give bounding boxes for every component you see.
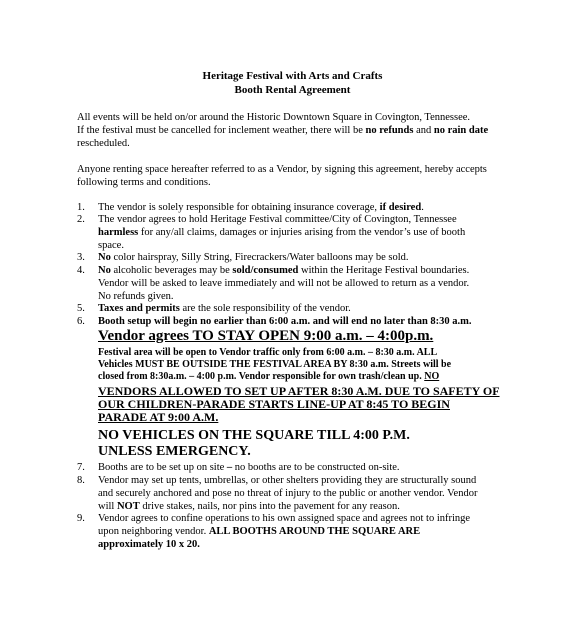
item-6-line-1: Booth setup will begin no earlier than 6:00 a.m. and will end no later than 8:30 a.m.	[98, 316, 472, 327]
item-number-2: 2.	[77, 214, 85, 225]
item-3: No color hairspray, Silly String, Firecrackers/Water balloons may be sold.	[98, 252, 409, 263]
item-6-caps-line-2: OUR CHILDREN-PARADE STARTS LINE-UP AT 8:45 TO BEGIN	[98, 397, 450, 411]
item-4-line-1: No alcoholic beverages may be sold/consumed within the Heritage Festival boundaries.	[98, 265, 470, 276]
item-number-1: 1.	[77, 202, 85, 213]
item-2-line-3: space.	[98, 240, 124, 251]
item-number-5: 5.	[77, 303, 85, 314]
item-number-3: 3.	[77, 252, 85, 263]
item-6-caps-line-1: VENDORS ALLOWED TO SET UP AFTER 8:30 A.M. DUE TO SAFETY OF	[98, 384, 500, 398]
document-title: Heritage Festival with Arts and Crafts	[202, 70, 383, 82]
item-2-line-1: The vendor agrees to hold Heritage Festival committee/City of Covington, Tennessee	[98, 214, 457, 225]
item-number-4: 4.	[77, 265, 85, 276]
item-number-9: 9.	[77, 513, 85, 524]
item-9-line-3: approximately 10 x 20.	[98, 539, 200, 550]
item-6-line-5: closed from 8:30a.m. – 4:00 p.m. Vendor responsible for own trash/clean up. NO	[98, 371, 440, 382]
item-6-line-3: Festival area will be open to Vendor traffic only from 6:00 a.m. – 8:30 a.m. ALL	[98, 347, 438, 358]
intro-line-1: All events will be held on/or around the Historic Downtown Square in Covington, Tennessee.	[77, 112, 471, 123]
item-2-line-2: harmless for any/all claims, damages or injuries arising from the vendor’s use of booth	[98, 227, 466, 238]
item-5: Taxes and permits are the sole responsibility of the vendor.	[98, 303, 351, 314]
item-number-7: 7.	[77, 462, 85, 473]
item-6-no-vehicles: NO VEHICLES ON THE SQUARE TILL 4:00 P.M.	[98, 428, 410, 443]
item-1: The vendor is solely responsible for obtaining insurance coverage, if desired.	[98, 202, 424, 213]
intro-line-2: If the festival must be cancelled for inclement weather, there will be no refunds and no rain date	[77, 125, 489, 136]
item-8-line-3: will NOT drive stakes, nails, nor pins into the pavement for any reason.	[98, 501, 400, 512]
item-6-line-4: Vehicles MUST BE OUTSIDE THE FESTIVAL AREA BY 8:30 a.m. Streets will be	[98, 359, 452, 370]
vendor-intro-line-2: following terms and conditions.	[77, 177, 211, 188]
item-number-8: 8.	[77, 475, 85, 486]
item-4-line-2: Vendor will be asked to leave immediately and will not be allowed to return as a vendor.	[98, 278, 470, 289]
item-9-line-1: Vendor agrees to confine operations to his own assigned space and agrees not to infringe	[98, 513, 471, 524]
vendor-intro-line-1: Anyone renting space hereafter referred to as a Vendor, by signing this agreement, hereby accepts	[77, 164, 487, 175]
item-number-6: 6.	[77, 316, 85, 327]
item-8-line-2: and securely anchored and pose no threat of injury to the public or another vendor. Vendor	[98, 488, 478, 499]
item-6-caps-line-3: PARADE AT 9:00 A.M.	[98, 410, 219, 424]
item-4-line-3: No refunds given.	[98, 291, 174, 302]
item-6-unless-emergency: UNLESS EMERGENCY.	[98, 444, 251, 459]
item-8-line-1: Vendor may set up tents, umbrellas, or other shelters providing they are structurally sound	[98, 475, 477, 486]
document-subtitle: Booth Rental Agreement	[234, 84, 351, 96]
item-9-line-2: upon neighboring vendor. ALL BOOTHS AROUND THE SQUARE ARE	[98, 526, 421, 537]
item-6-open-hours: Vendor agrees TO STAY OPEN 9:00 a.m. – 4:00p.m.	[98, 328, 434, 344]
item-7: Booths are to be set up on site – no booths are to be constructed on-site.	[98, 462, 400, 473]
intro-line-3: rescheduled.	[77, 138, 130, 149]
